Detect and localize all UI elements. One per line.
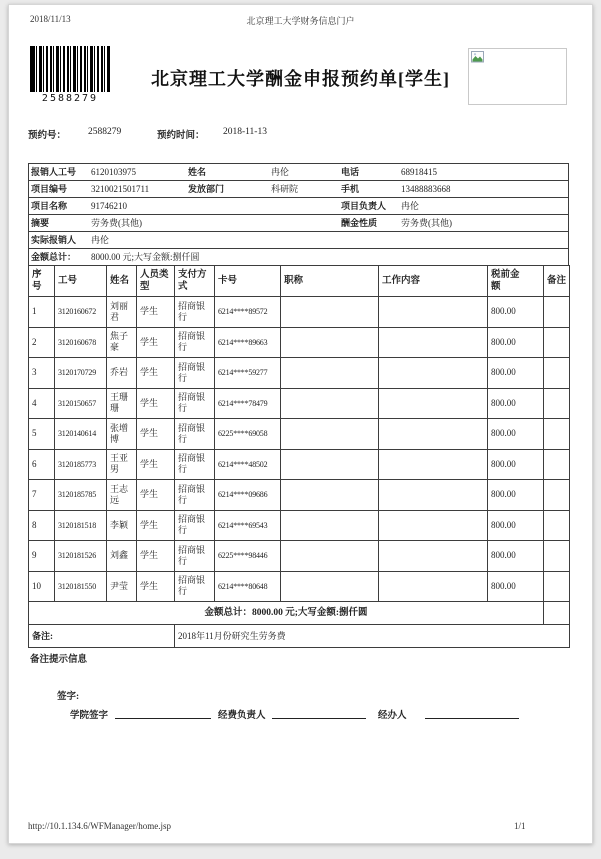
- payee-cell: 8: [29, 510, 55, 541]
- payee-cell: 800.00: [488, 297, 544, 328]
- payee-cell: 招商银行: [175, 541, 215, 572]
- barcode-number: 2588279: [41, 93, 99, 104]
- info-value: 冉伦: [271, 167, 290, 177]
- fund-manager-label: 经费负责人: [218, 711, 266, 721]
- payee-cell: 7: [29, 480, 55, 511]
- info-value: 91746210: [91, 201, 127, 211]
- info-value: 3210021501711: [91, 184, 150, 194]
- reservation-time-value: 2018-11-13: [223, 127, 267, 137]
- payee-cell: [379, 449, 488, 480]
- payee-row: [29, 419, 570, 450]
- payee-cell: 6214****89663: [215, 327, 281, 358]
- payee-cell: 王志远: [107, 480, 137, 511]
- payee-cell: [544, 358, 570, 389]
- payee-cell: [281, 419, 379, 450]
- payee-cell: 焦子豪: [107, 327, 137, 358]
- info-label: 摘要: [31, 218, 50, 228]
- column-header: 工作内容: [379, 266, 488, 297]
- reservation-no-value: 2588279: [88, 127, 122, 137]
- payee-cell: 招商银行: [175, 480, 215, 511]
- reservation-time-label: 预约时间：: [157, 131, 205, 141]
- info-label: 发放部门: [188, 184, 225, 194]
- payee-cell: [544, 541, 570, 572]
- payee-cell: 6214****69543: [215, 510, 281, 541]
- handler-label: 经办人: [378, 711, 407, 721]
- payee-table-header-row: [29, 266, 570, 297]
- payee-cell: [544, 327, 570, 358]
- payee-cell: 3120160678: [55, 327, 107, 358]
- payee-cell: [281, 358, 379, 389]
- info-label: 实际报销人: [31, 235, 77, 245]
- payee-row: [29, 327, 570, 358]
- image-placeholder: [468, 48, 567, 105]
- info-label: 金额总计：: [31, 252, 77, 262]
- payee-cell: [544, 480, 570, 511]
- payee-row: [29, 510, 570, 541]
- payee-cell: 李颖: [107, 510, 137, 541]
- payee-cell: [544, 419, 570, 450]
- payee-cell: [281, 510, 379, 541]
- info-value: 冉伦: [91, 235, 110, 245]
- info-value: 13488883668: [401, 184, 451, 194]
- payee-cell: [379, 358, 488, 389]
- info-row: [29, 181, 568, 198]
- payee-cell: [544, 449, 570, 480]
- payee-row: [29, 449, 570, 480]
- payee-cell: [379, 388, 488, 419]
- notes-hint-heading: 备注提示信息: [30, 655, 88, 665]
- info-value: 劳务费(其他): [401, 218, 452, 228]
- payee-cell: 招商银行: [175, 571, 215, 602]
- payee-cell: 学生: [137, 327, 175, 358]
- college-signature-label: 学院签字: [70, 711, 109, 721]
- payee-cell: 3: [29, 358, 55, 389]
- column-header: 姓名: [107, 266, 137, 297]
- payee-cell: 3120185773: [55, 449, 107, 480]
- column-header: 税前金额: [488, 266, 544, 297]
- info-label: 项目负责人: [341, 201, 387, 211]
- payee-cell: 招商银行: [175, 419, 215, 450]
- payee-row: [29, 388, 570, 419]
- document-title: 北京理工大学酬金申报预约单[学生]: [151, 69, 450, 89]
- info-label: 电话: [341, 167, 360, 177]
- info-row: [29, 215, 568, 232]
- column-header: 支付方式: [175, 266, 215, 297]
- payee-cell: [281, 541, 379, 572]
- payee-cell: 王亚男: [107, 449, 137, 480]
- info-label: 手机: [341, 184, 360, 194]
- college-signature-line: [115, 707, 211, 719]
- portal-title: 北京理工大学财务信息门户: [246, 16, 355, 26]
- payee-cell: [281, 388, 379, 419]
- payee-cell: 6214****89572: [215, 297, 281, 328]
- payee-cell: [379, 541, 488, 572]
- info-label: 项目名称: [31, 201, 68, 211]
- payee-cell: 招商银行: [175, 358, 215, 389]
- payee-cell: [379, 297, 488, 328]
- payee-cell: 学生: [137, 358, 175, 389]
- payee-cell: [281, 449, 379, 480]
- payee-cell: 800.00: [488, 327, 544, 358]
- payee-cell: [544, 571, 570, 602]
- summary-info-table: [28, 163, 569, 266]
- payee-cell: 乔岩: [107, 358, 137, 389]
- column-header: 备注: [544, 266, 570, 297]
- payee-cell: 6214****48502: [215, 449, 281, 480]
- payee-cell: 学生: [137, 449, 175, 480]
- footer-url: http://10.1.134.6/WFManager/home.jsp: [28, 821, 171, 831]
- column-header: 序号: [29, 266, 55, 297]
- payee-table: [28, 265, 570, 648]
- info-label: 酬金性质: [341, 218, 378, 228]
- payee-row: [29, 480, 570, 511]
- column-header: 卡号: [215, 266, 281, 297]
- info-row: [29, 249, 568, 266]
- payee-row: [29, 541, 570, 572]
- payee-row: [29, 571, 570, 602]
- payee-cell: 学生: [137, 388, 175, 419]
- payee-cell: 3120181518: [55, 510, 107, 541]
- payee-cell: 6: [29, 449, 55, 480]
- payee-cell: 学生: [137, 571, 175, 602]
- payee-cell: 800.00: [488, 541, 544, 572]
- payee-cell: 3120181526: [55, 541, 107, 572]
- remark-label: 备注:: [29, 625, 175, 648]
- payee-cell: 学生: [137, 510, 175, 541]
- payee-cell: 9: [29, 541, 55, 572]
- payee-cell: 5: [29, 419, 55, 450]
- remark-value: 2018年11月份研究生劳务费: [175, 625, 570, 648]
- payee-cell: 6214****09686: [215, 480, 281, 511]
- payee-cell: [544, 510, 570, 541]
- payee-cell: [544, 297, 570, 328]
- payee-cell: 3120170729: [55, 358, 107, 389]
- footer-page-number: 1/1: [514, 821, 526, 831]
- payee-cell: 3120181550: [55, 571, 107, 602]
- payee-cell: 800.00: [488, 388, 544, 419]
- payee-cell: 2: [29, 327, 55, 358]
- info-value: 8000.00 元;大写金额:捌仟圆: [91, 252, 200, 262]
- payee-cell: [281, 480, 379, 511]
- info-label: 姓名: [188, 167, 207, 177]
- info-value: 劳务费(其他): [91, 218, 142, 228]
- payee-cell: [379, 480, 488, 511]
- payee-row: [29, 297, 570, 328]
- payee-cell: 招商银行: [175, 297, 215, 328]
- payee-cell: 6225****69058: [215, 419, 281, 450]
- payee-cell: [379, 571, 488, 602]
- column-header: 职称: [281, 266, 379, 297]
- payee-cell: 6214****80648: [215, 571, 281, 602]
- column-header: 人员类型: [137, 266, 175, 297]
- payee-cell: 3120160672: [55, 297, 107, 328]
- payee-cell: 4: [29, 388, 55, 419]
- payee-cell: [544, 388, 570, 419]
- info-row: [29, 198, 568, 215]
- remark-row: [29, 625, 570, 648]
- payee-cell: [379, 419, 488, 450]
- print-date: 2018/11/13: [30, 14, 71, 24]
- reservation-no-label: 预约号：: [28, 131, 67, 141]
- payee-cell: 刘鑫: [107, 541, 137, 572]
- broken-image-icon: [471, 51, 485, 68]
- payee-cell: 招商银行: [175, 388, 215, 419]
- payee-cell: 学生: [137, 541, 175, 572]
- payee-cell: 张增博: [107, 419, 137, 450]
- column-header: 工号: [55, 266, 107, 297]
- fund-manager-line: [272, 707, 366, 719]
- payee-cell: [281, 327, 379, 358]
- payee-cell: 3120185785: [55, 480, 107, 511]
- payee-cell: [379, 327, 488, 358]
- payee-cell: 10: [29, 571, 55, 602]
- payee-cell: [281, 297, 379, 328]
- payee-cell: 6214****59277: [215, 358, 281, 389]
- payee-cell: 800.00: [488, 510, 544, 541]
- payee-cell: 800.00: [488, 358, 544, 389]
- payee-cell: 800.00: [488, 480, 544, 511]
- info-row: [29, 232, 568, 249]
- payee-cell: [379, 510, 488, 541]
- payee-cell: 800.00: [488, 571, 544, 602]
- info-row: [29, 164, 568, 181]
- total-amount-text: 金额总计：8000.00 元;大写金额:捌仟圆: [29, 602, 544, 625]
- payee-cell: 学生: [137, 297, 175, 328]
- total-row-remark-cell: [544, 602, 570, 625]
- payee-cell: [281, 571, 379, 602]
- payee-row: [29, 358, 570, 389]
- total-row: [29, 602, 570, 625]
- payee-cell: 800.00: [488, 449, 544, 480]
- info-value: 68918415: [401, 167, 437, 177]
- info-label: 项目编号: [31, 184, 68, 194]
- payee-cell: 刘丽君: [107, 297, 137, 328]
- payee-cell: 3120140614: [55, 419, 107, 450]
- payee-cell: 1: [29, 297, 55, 328]
- print-page: [8, 4, 593, 844]
- payee-cell: 招商银行: [175, 510, 215, 541]
- payee-cell: 学生: [137, 419, 175, 450]
- signature-title: 签字:: [57, 692, 80, 702]
- handler-line: [425, 707, 519, 719]
- signature-row: [9, 707, 592, 723]
- payee-cell: 6225****98446: [215, 541, 281, 572]
- info-value: 6120103975: [91, 167, 136, 177]
- payee-cell: 3120150657: [55, 388, 107, 419]
- payee-cell: 王珊珊: [107, 388, 137, 419]
- payee-cell: 尹莹: [107, 571, 137, 602]
- info-value: 科研院: [271, 184, 299, 194]
- info-value: 冉伦: [401, 201, 420, 211]
- info-label: 报销人工号: [31, 167, 77, 177]
- payee-cell: 招商银行: [175, 327, 215, 358]
- payee-cell: 6214****78479: [215, 388, 281, 419]
- payee-cell: 800.00: [488, 419, 544, 450]
- payee-cell: 学生: [137, 480, 175, 511]
- payee-cell: 招商银行: [175, 449, 215, 480]
